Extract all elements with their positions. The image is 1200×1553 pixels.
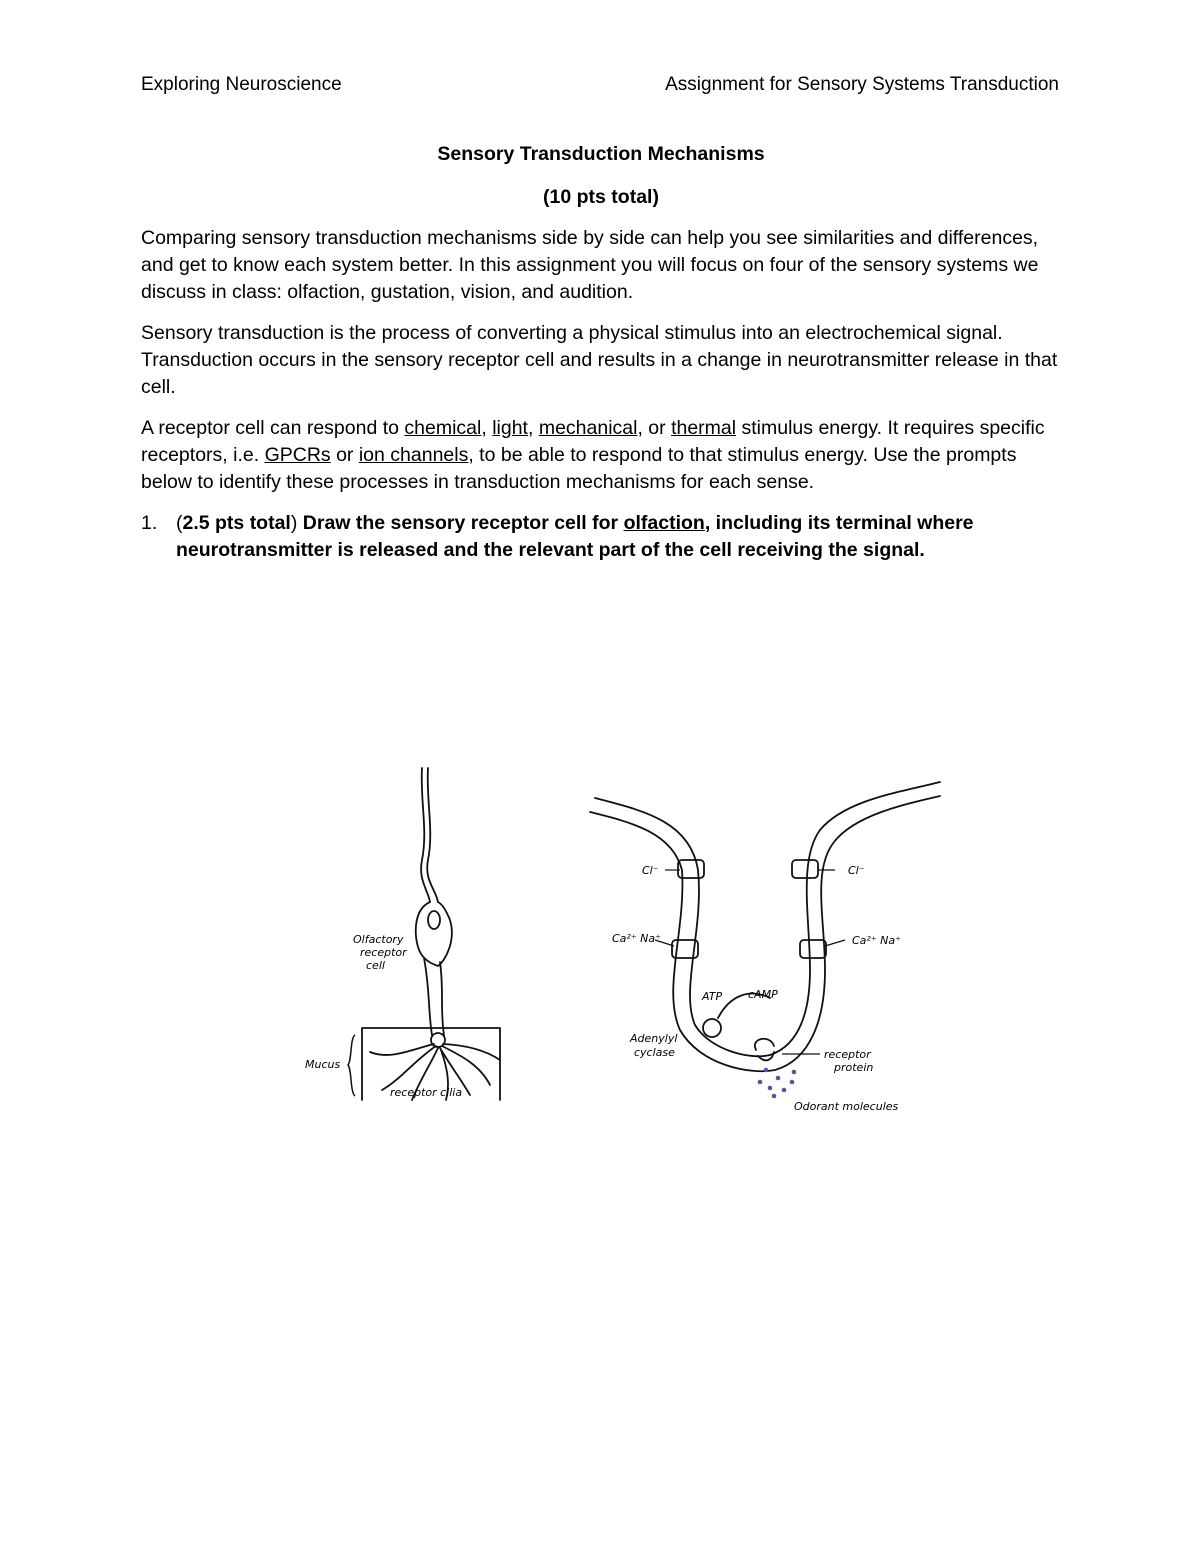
label-cl-right: Cl⁻ — [848, 864, 865, 877]
stimulus-text-3: , to be able to respond to that stimulus energy. Use the prompts below to identify these processes in transduction mechanisms for each sense. — [141, 444, 1017, 493]
label-olfactory-2: receptor — [360, 946, 407, 959]
question-number: 1. — [141, 512, 158, 534]
sep-1: , — [481, 417, 493, 439]
label-mucus: Mucus — [305, 1058, 341, 1071]
running-header — [141, 74, 1059, 98]
label-receptor-protein-1: receptor — [824, 1048, 871, 1061]
label-olfactory-1: Olfactory — [353, 933, 404, 946]
olfaction-drawing — [300, 760, 950, 1120]
term-chemical: chemical — [404, 417, 482, 439]
sep-4: or — [330, 444, 359, 466]
label-adenylyl-2: cyclase — [634, 1046, 675, 1059]
question-1 — [141, 510, 1061, 564]
cilium-membrane — [590, 782, 940, 1071]
term-gpcrs: GPCRs — [264, 444, 331, 466]
stimulus-text-2: stimulus energy. It requires specific receptors, i.e. — [141, 417, 1045, 466]
label-adenylyl-1: Adenylyl — [630, 1032, 678, 1045]
label-receptor-cilia: receptor cilia — [390, 1086, 463, 1099]
document-body — [141, 141, 1061, 564]
label-olfactory-3: cell — [366, 959, 385, 972]
term-thermal: thermal — [671, 417, 737, 439]
question-keyword: olfaction — [623, 512, 705, 534]
sep-2: , — [527, 417, 539, 439]
header-assignment-name: Assignment for Sensory Systems Transduction — [665, 74, 1059, 95]
label-receptor-protein-2: protein — [834, 1061, 874, 1074]
term-light: light — [492, 417, 528, 439]
question-text-2: , including its terminal where neurotransmitter is released and the relevant part of the cell receiving the signal. — [176, 512, 974, 561]
label-ca-na-left: Ca²⁺ Na⁺ — [612, 932, 661, 945]
definition-paragraph: Sensory transduction is the process of converting a physical stimulus into an electrochemical signal. Transduction occurs in the sensory receptor cell and results in a change in neurotransmitter release in that cell. — [141, 322, 1058, 398]
label-atp: ATP — [702, 990, 723, 1003]
document-title: Sensory Transduction Mechanisms — [437, 143, 765, 165]
olfaction-diagram-svg — [300, 760, 950, 1120]
document-subtitle: (10 pts total) — [543, 186, 659, 208]
points-open-paren: ( — [176, 512, 183, 534]
points-close-paren: ) — [290, 512, 298, 534]
stimulus-paragraph — [141, 415, 1061, 496]
mucus-brace — [348, 1035, 355, 1096]
term-mechanical: mechanical — [538, 417, 638, 439]
term-ion-channels: ion channels — [358, 444, 469, 466]
header-course-name: Exploring Neuroscience — [141, 74, 342, 95]
question-text-1: Draw the sensory receptor cell for — [297, 512, 624, 534]
intro-paragraph: Comparing sensory transduction mechanisms side by side can help you see similarities and differences, and get to know each system better. In this assignment you will focus on four of the sensory systems we discuss in class: olfaction, gustation, vision, and audition. — [141, 227, 1039, 303]
odorant-dots — [758, 1068, 797, 1099]
sep-3: , or — [637, 417, 672, 439]
label-cl-left: Cl⁻ — [642, 864, 659, 877]
label-ca-na-right: Ca²⁺ Na⁺ — [852, 934, 901, 947]
question-points: 2.5 pts total — [182, 512, 291, 534]
stimulus-text-1: A receptor cell can respond to — [141, 417, 405, 439]
label-odorant-molecules: Odorant molecules — [794, 1100, 899, 1113]
label-camp: cAMP — [748, 988, 778, 1001]
